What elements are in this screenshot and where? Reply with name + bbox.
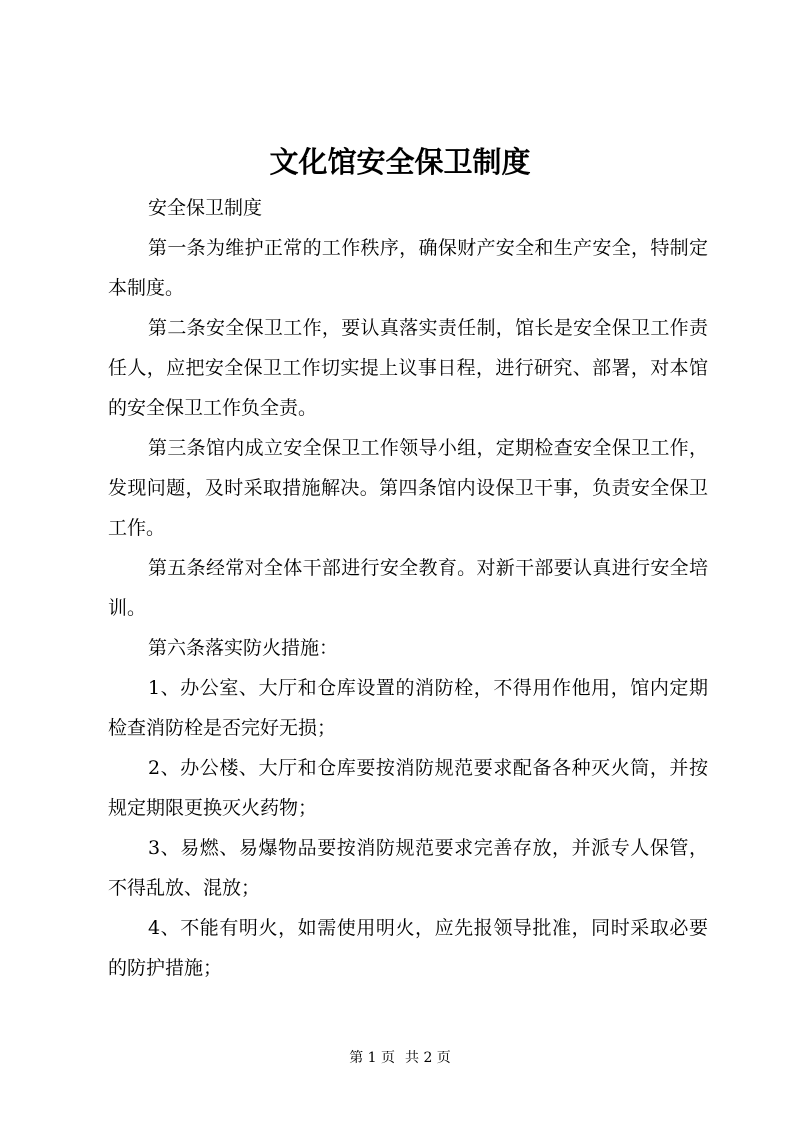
paragraph-article-1: 第一条为维护正常的工作秩序，确保财产安全和生产安全，特制定本制度。: [108, 237, 708, 299]
page-total: 共 2 页: [405, 1050, 451, 1066]
paragraph-heading: 安全保卫制度: [148, 197, 263, 219]
paragraph-article-5: 第五条经常对全体干部进行安全教育。对新干部要认真进行安全培训。: [108, 557, 708, 619]
paragraph-item-2: 2、办公楼、大厅和仓库要按消防规范要求配备各种灭火筒，并按规定期限更换灭火药物；: [108, 757, 708, 819]
paragraph-article-3-4: 第三条馆内成立安全保卫工作领导小组，定期检查安全保卫工作，发现问题，及时采取措施解决。第四条馆内设保卫干事，负责安全保卫工作。: [108, 437, 708, 539]
paragraph-article-6: 第六条落实防火措施：: [148, 637, 339, 659]
paragraph-item-1: 1、办公室、大厅和仓库设置的消防栓，不得用作他用，馆内定期检查消防栓是否完好无损；: [108, 677, 708, 739]
paragraph-article-2: 第二条安全保卫工作，要认真落实责任制，馆长是安全保卫工作责任人，应把安全保卫工作切实提上议事日程，进行研究、部署，对本馆的安全保卫工作负全责。: [108, 317, 708, 419]
paragraph-item-3: 3、易燃、易爆物品要按消防规范要求完善存放，并派专人保管，不得乱放、混放；: [108, 837, 708, 899]
document-title: 文化馆安全保卫制度: [269, 145, 531, 179]
page-number: 第 1 页: [349, 1050, 395, 1066]
page-footer: [0, 1048, 800, 1068]
paragraph-item-4: 4、不能有明火，如需使用明火，应先报领导批准，同时采取必要的防护措施；: [108, 917, 708, 979]
document-body: [108, 188, 708, 988]
